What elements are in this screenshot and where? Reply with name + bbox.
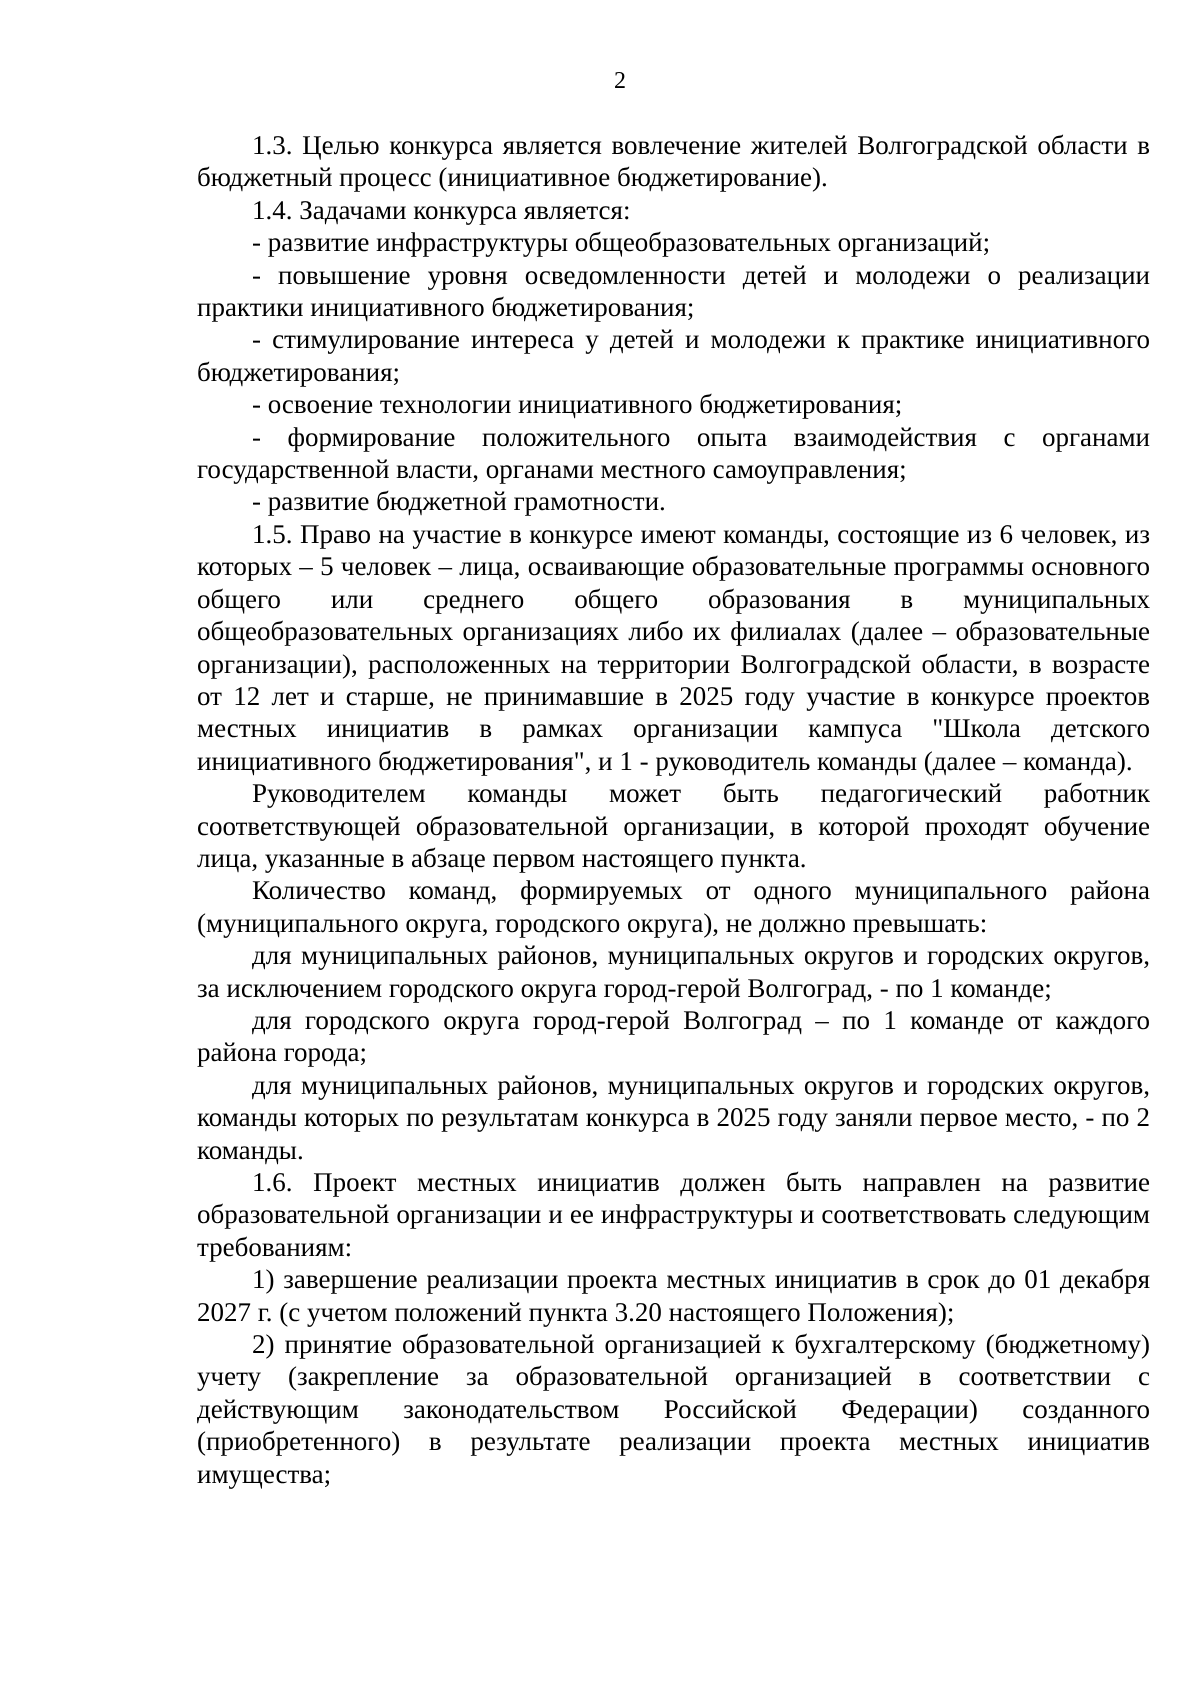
document-body bbox=[197, 129, 1150, 1490]
requirement-2: 2) принятие образовательной организацией к бухгалтерскому (бюджетному) учету (закрепление за образовательной организацией в соответствии с действующим законодательством Российской Федерации) созданного (приобретенного) в результате реализации проекта местных инициатив имущества; bbox=[197, 1329, 1150, 1489]
team-leader-paragraph: Руководителем команды может быть педагогический работник соответствующей образовательной организации, в которой проходят обучение лица, указанные в абзаце первом настоящего пункта. bbox=[197, 778, 1150, 873]
task-item-infrastructure: - развитие инфраструктуры общеобразовательных организаций; bbox=[252, 227, 991, 258]
task-item-stimulation: - стимулирование интереса у детей и молодежи к практике инициативного бюджетирования; bbox=[197, 324, 1150, 387]
task-item-experience: - формирование положительного опыта взаимодействия с органами государственной власти, органами местного самоуправления; bbox=[197, 421, 1150, 485]
paragraph-1-6: 1.6. Проект местных инициатив должен быть направлен на развитие образовательной организации и ее инфраструктуры и соответствовать следующим требованиям: bbox=[197, 1167, 1150, 1262]
page-number: 2 bbox=[614, 68, 626, 94]
paragraph-1-3: 1.3. Целью конкурса является вовлечение жителей Волгоградской области в бюджетный процесс (инициативное бюджетирование). bbox=[197, 130, 1150, 193]
paragraph-1-5: 1.5. Право на участие в конкурсе имеют команды, состоящие из 6 человек, из которых – 5 человек – лица, осваивающие образовательные программы основного общего или среднего общего образования в муниципальных общеобразовательных организациях либо их филиалах (далее – образовательные организации), расположенных на территории Волгоградской области, в возрасте от 12 лет и старше, не принимавшие в 2025 году участие в конкурсе проектов местных инициатив в рамках организации кампуса "Школа детского инициативного бюджетирования", и 1 - руководитель команды (далее – команда). bbox=[197, 518, 1150, 776]
task-item-technology: - освоение технологии инициативного бюджетирования; bbox=[252, 389, 903, 420]
team-count-paragraph: Количество команд, формируемых от одного муниципального района (муниципального округа, городского округа), не должно превышать: bbox=[197, 875, 1150, 938]
requirement-1: 1) завершение реализации проекта местных инициатив в срок до 01 декабря 2027 г. (с учетом положений пункта 3.20 настоящего Положения); bbox=[197, 1264, 1150, 1327]
team-limit-winners: для муниципальных районов, муниципальных округов и городских округов, команды которых по результатам конкурса в 2025 году заняли первое место, - по 2 команды. bbox=[197, 1069, 1150, 1165]
task-item-literacy: - развитие бюджетной грамотности. bbox=[252, 486, 666, 517]
team-limit-volgograd: для городского округа город-герой Волгоград – по 1 команде от каждого района города; bbox=[197, 1004, 1150, 1068]
paragraph-1-4: 1.4. Задачами конкурса является: bbox=[252, 194, 631, 225]
task-item-awareness: - повышение уровня осведомленности детей и молодежи о реализации практики инициативного бюджетирования; bbox=[197, 259, 1150, 323]
team-limit-municipal: для муниципальных районов, муниципальных округов и городских округов, за исключением городского округа город-герой Волгоград, - по 1 команде; bbox=[197, 940, 1150, 1003]
